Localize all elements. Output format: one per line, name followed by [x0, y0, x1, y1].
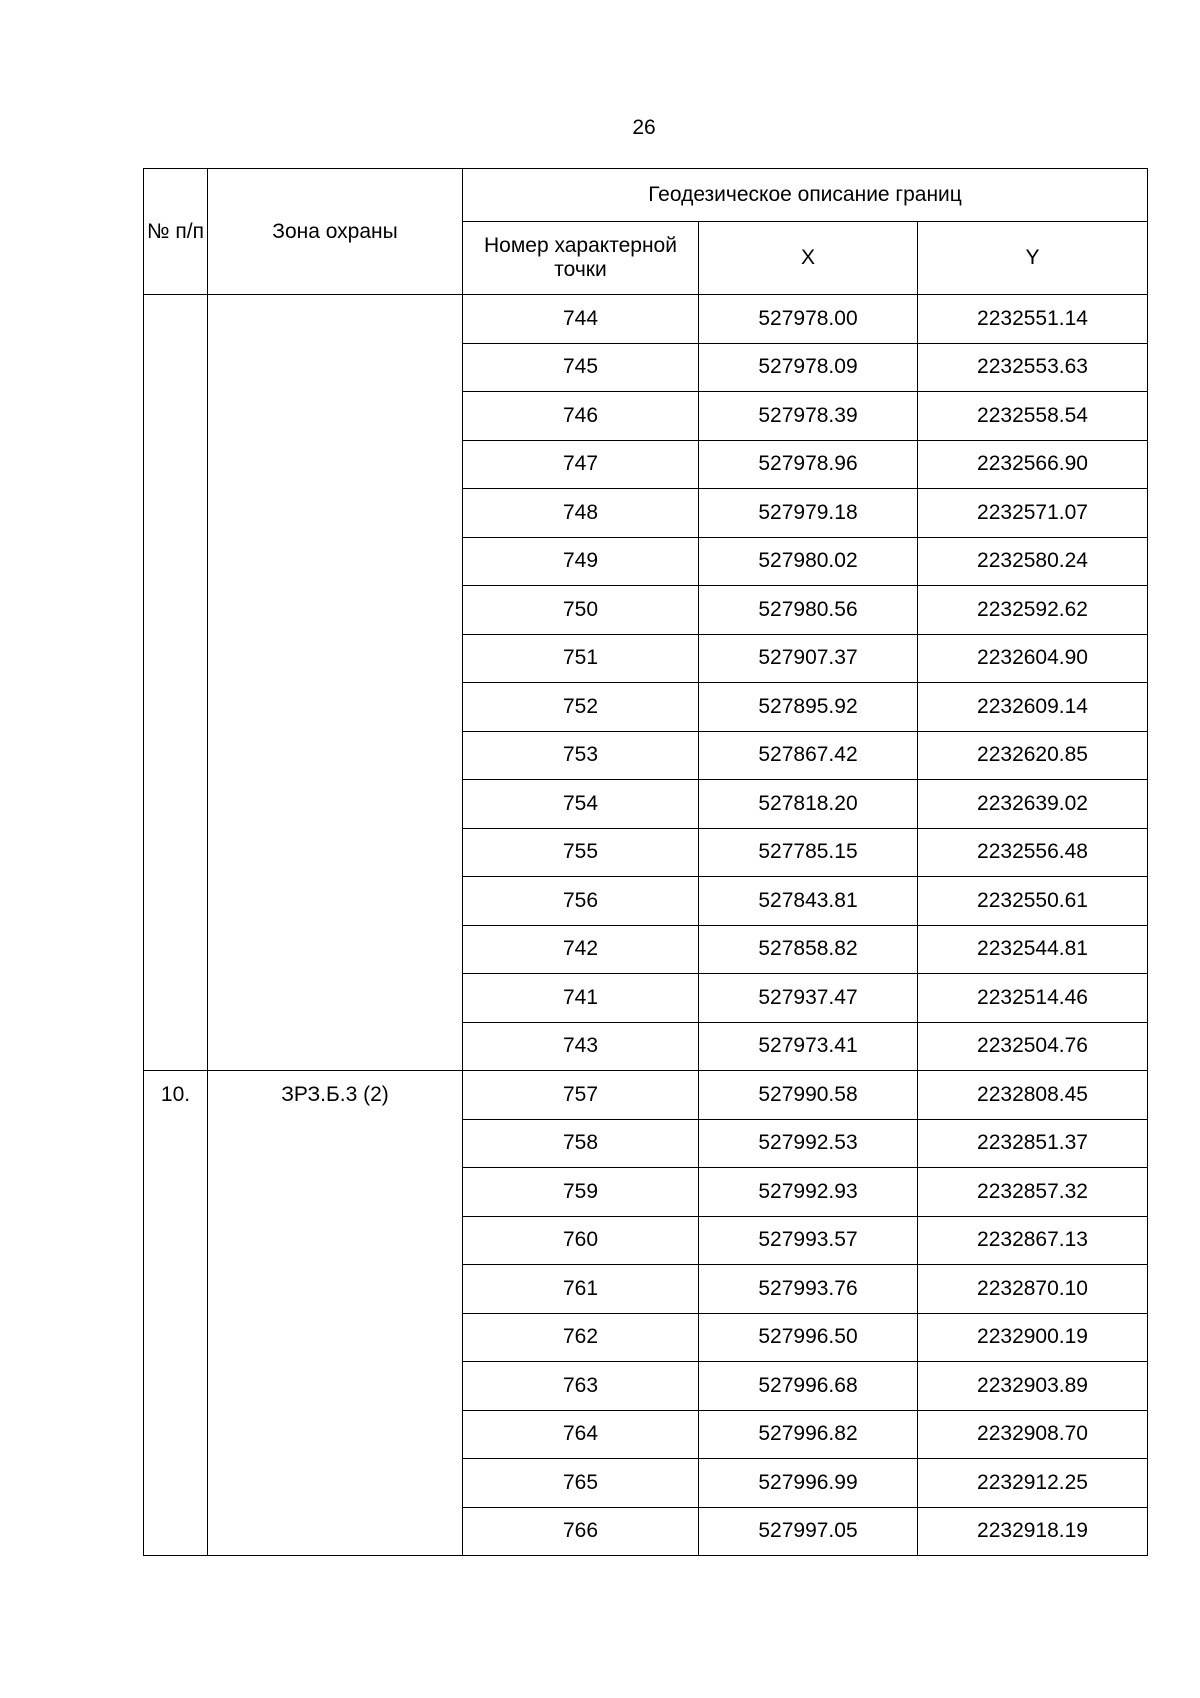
- y-coordinate-cell: 2232514.46: [918, 974, 1148, 1023]
- y-coordinate-cell: 2232566.90: [918, 440, 1148, 489]
- x-coordinate-cell: 527818.20: [699, 780, 918, 829]
- y-coordinate-cell: 2232604.90: [918, 634, 1148, 683]
- zone-cell: ЗРЗ.Б.3 (2): [208, 1071, 463, 1556]
- coordinates-table: [143, 168, 1148, 1556]
- y-coordinate-cell: 2232908.70: [918, 1410, 1148, 1459]
- x-coordinate-cell: 527979.18: [699, 489, 918, 538]
- y-coordinate-cell: 2232544.81: [918, 925, 1148, 974]
- x-coordinate-cell: 527785.15: [699, 828, 918, 877]
- point-number-cell: 741: [463, 974, 699, 1023]
- table-header-row: [144, 169, 1148, 222]
- header-num: № п/п: [144, 169, 208, 295]
- point-number-cell: 750: [463, 586, 699, 635]
- point-number-cell: 742: [463, 925, 699, 974]
- x-coordinate-cell: 527978.00: [699, 295, 918, 344]
- point-number-cell: 754: [463, 780, 699, 829]
- y-coordinate-cell: 2232851.37: [918, 1119, 1148, 1168]
- point-number-cell: 752: [463, 683, 699, 732]
- x-coordinate-cell: 527990.58: [699, 1071, 918, 1120]
- x-coordinate-cell: 527992.93: [699, 1168, 918, 1217]
- point-number-cell: 746: [463, 392, 699, 441]
- y-coordinate-cell: 2232551.14: [918, 295, 1148, 344]
- point-number-cell: 749: [463, 537, 699, 586]
- point-number-cell: 761: [463, 1265, 699, 1314]
- point-number-cell: 748: [463, 489, 699, 538]
- x-coordinate-cell: 527978.96: [699, 440, 918, 489]
- y-coordinate-cell: 2232556.48: [918, 828, 1148, 877]
- y-coordinate-cell: 2232620.85: [918, 731, 1148, 780]
- point-number-cell: 759: [463, 1168, 699, 1217]
- x-coordinate-cell: 527978.09: [699, 343, 918, 392]
- point-number-cell: 747: [463, 440, 699, 489]
- x-coordinate-cell: 527980.56: [699, 586, 918, 635]
- point-number-cell: 751: [463, 634, 699, 683]
- header-x: X: [699, 222, 918, 295]
- y-coordinate-cell: 2232553.63: [918, 343, 1148, 392]
- x-coordinate-cell: 527996.68: [699, 1362, 918, 1411]
- x-coordinate-cell: 527996.82: [699, 1410, 918, 1459]
- x-coordinate-cell: 527937.47: [699, 974, 918, 1023]
- point-number-cell: 745: [463, 343, 699, 392]
- y-coordinate-cell: 2232550.61: [918, 877, 1148, 926]
- point-number-cell: 753: [463, 731, 699, 780]
- y-coordinate-cell: 2232580.24: [918, 537, 1148, 586]
- x-coordinate-cell: 527907.37: [699, 634, 918, 683]
- y-coordinate-cell: 2232609.14: [918, 683, 1148, 732]
- table-body: [144, 295, 1148, 1556]
- point-number-cell: 763: [463, 1362, 699, 1411]
- table-row: [144, 1071, 1148, 1120]
- point-number-cell: 756: [463, 877, 699, 926]
- x-coordinate-cell: 527978.39: [699, 392, 918, 441]
- point-number-cell: 744: [463, 295, 699, 344]
- y-coordinate-cell: 2232504.76: [918, 1022, 1148, 1071]
- y-coordinate-cell: 2232592.62: [918, 586, 1148, 635]
- x-coordinate-cell: 527843.81: [699, 877, 918, 926]
- header-zone: Зона охраны: [208, 169, 463, 295]
- x-coordinate-cell: 527996.99: [699, 1459, 918, 1508]
- point-number-cell: 764: [463, 1410, 699, 1459]
- x-coordinate-cell: 527992.53: [699, 1119, 918, 1168]
- group-number-cell: [144, 295, 208, 1071]
- x-coordinate-cell: 527993.57: [699, 1216, 918, 1265]
- point-number-cell: 743: [463, 1022, 699, 1071]
- x-coordinate-cell: 527997.05: [699, 1507, 918, 1556]
- y-coordinate-cell: 2232558.54: [918, 392, 1148, 441]
- header-geodesic-description: Геодезическое описание границ: [463, 169, 1148, 222]
- y-coordinate-cell: 2232870.10: [918, 1265, 1148, 1314]
- header-y: Y: [918, 222, 1148, 295]
- y-coordinate-cell: 2232903.89: [918, 1362, 1148, 1411]
- y-coordinate-cell: 2232912.25: [918, 1459, 1148, 1508]
- y-coordinate-cell: 2232639.02: [918, 780, 1148, 829]
- zone-cell: [208, 295, 463, 1071]
- y-coordinate-cell: 2232808.45: [918, 1071, 1148, 1120]
- y-coordinate-cell: 2232900.19: [918, 1313, 1148, 1362]
- x-coordinate-cell: 527996.50: [699, 1313, 918, 1362]
- x-coordinate-cell: 527980.02: [699, 537, 918, 586]
- y-coordinate-cell: 2232918.19: [918, 1507, 1148, 1556]
- x-coordinate-cell: 527895.92: [699, 683, 918, 732]
- y-coordinate-cell: 2232857.32: [918, 1168, 1148, 1217]
- header-point-number: Номер характерной точки: [463, 222, 699, 295]
- point-number-cell: 755: [463, 828, 699, 877]
- point-number-cell: 757: [463, 1071, 699, 1120]
- point-number-cell: 766: [463, 1507, 699, 1556]
- group-number-cell: 10.: [144, 1071, 208, 1556]
- table-row: [144, 295, 1148, 344]
- point-number-cell: 765: [463, 1459, 699, 1508]
- point-number-cell: 758: [463, 1119, 699, 1168]
- y-coordinate-cell: 2232571.07: [918, 489, 1148, 538]
- x-coordinate-cell: 527867.42: [699, 731, 918, 780]
- y-coordinate-cell: 2232867.13: [918, 1216, 1148, 1265]
- x-coordinate-cell: 527993.76: [699, 1265, 918, 1314]
- page-number: 26: [632, 116, 656, 139]
- point-number-cell: 762: [463, 1313, 699, 1362]
- x-coordinate-cell: 527858.82: [699, 925, 918, 974]
- point-number-cell: 760: [463, 1216, 699, 1265]
- x-coordinate-cell: 527973.41: [699, 1022, 918, 1071]
